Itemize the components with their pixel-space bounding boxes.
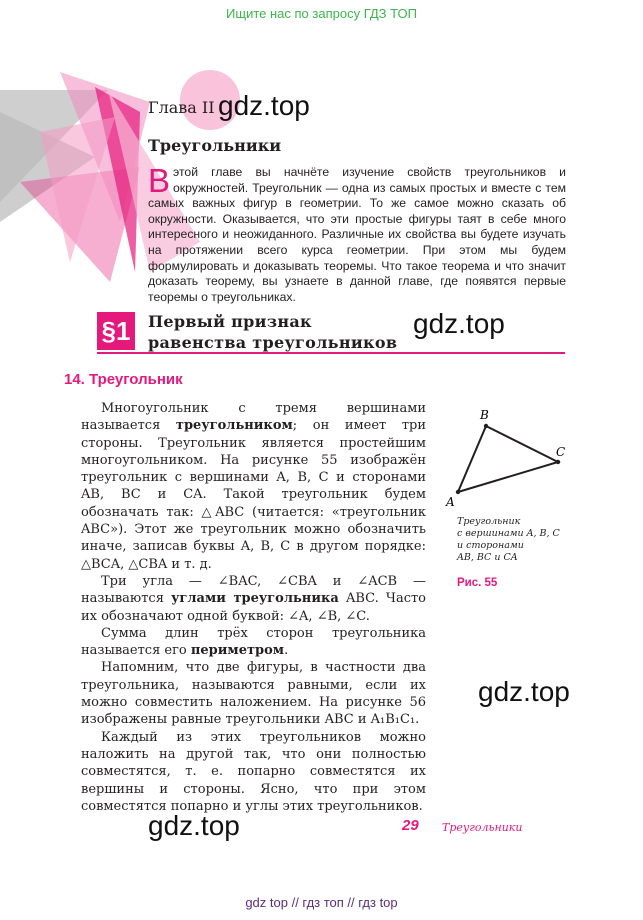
- paragraph: Напомним, что две фигуры, в частности два треугольника, называются равными, если их можно совместить наложением. На рисунке 56 изображены равные треугольники ABC и A₁B₁C₁.: [81, 660, 426, 728]
- bottom-banner: gdz top // гдз топ // гдз top: [245, 895, 398, 910]
- paragraph: Три угла — ∠BAC, ∠CBA и ∠ACB — называются углами треугольника ABC. Часто их обозначают одной буквой: ∠A, ∠B, ∠C.: [81, 573, 426, 624]
- section-badge: §1: [97, 312, 135, 350]
- body-text: [81, 400, 426, 815]
- paragraph: Многоугольник с тремя вершинами называется треугольником; он имеет три стороны. Треугольник является простейшим многоугольником. На рисунке 55 изображён треугольник с вершинами A, B, C и сторонами AB, BC и CA. Такой треугольник будем обозначать так: △ABC (читается: «треугольник ABC»). Этот же треугольник можно обозначить иначе, записав буквы A, B, C в другом порядке: △BCA, △CBA и т. д.: [81, 401, 427, 572]
- paragraph: Каждый из этих треугольников можно наложить на другой так, что они полностью совместятся, т. е. попарно совместятся их вершины и стороны. Ясно, что при этом совместятся попарно и углы этих треугольников.: [81, 729, 426, 814]
- triangle-figure: [446, 408, 582, 509]
- vertex-label-c: C: [556, 445, 566, 459]
- chapter-label: Глава II: [148, 98, 215, 117]
- top-banner: Ищите нас по запросу ГДЗ ТОП: [226, 6, 417, 21]
- figure-number: Рис. 55: [457, 577, 498, 589]
- term-triangle: треугольником: [175, 418, 293, 434]
- term-perimeter: периметром: [190, 643, 285, 659]
- section-title-line1: Первый признак: [148, 312, 312, 331]
- watermark: gdz.top: [148, 810, 240, 841]
- intro-text: этой главе вы начнёте изучение свойств треугольников и окружностей. Треугольник — одна из самых простых и вместе с тем самых важных фигур в геометрии. То же самое можно сказать об окружности. Оказывается, что эти простые фигуры таят в себе много интересного и неожиданного. Различные их свойства вы будете изучать на протяжении всего курса геометрии. При этом мы будем формулировать и доказывать теоремы. Что такое теорема и что значит доказать теорему, вы узнаете в данной главе, где появятся первые теоремы о треугольниках.: [148, 165, 566, 304]
- vertex-label-a: A: [446, 495, 455, 509]
- section-title: [148, 311, 397, 353]
- section-title-line2: равенства треугольников: [148, 333, 398, 352]
- chapter-title: Треугольники: [148, 136, 282, 155]
- section-underline: [97, 352, 565, 354]
- subsection-title: 14. Треугольник: [64, 371, 183, 388]
- watermark: gdz.top: [413, 308, 505, 339]
- figure-caption: Треугольник с вершинами A, B, C и сторонами AB, BC и CA: [457, 516, 560, 563]
- watermark: gdz.top: [218, 90, 310, 121]
- watermark: gdz.top: [478, 676, 570, 707]
- vertex-label-b: B: [480, 408, 489, 422]
- term-triangle-angles: углами треугольника: [171, 591, 339, 607]
- running-title: Треугольники: [442, 821, 523, 834]
- intro-dropcap: В: [148, 162, 171, 199]
- chapter-intro: [148, 162, 566, 305]
- paragraph: Сумма длин трёх сторон треугольника называется его периметром.: [81, 625, 426, 659]
- triangle-abc: [458, 426, 558, 492]
- page-number: 29: [402, 817, 419, 834]
